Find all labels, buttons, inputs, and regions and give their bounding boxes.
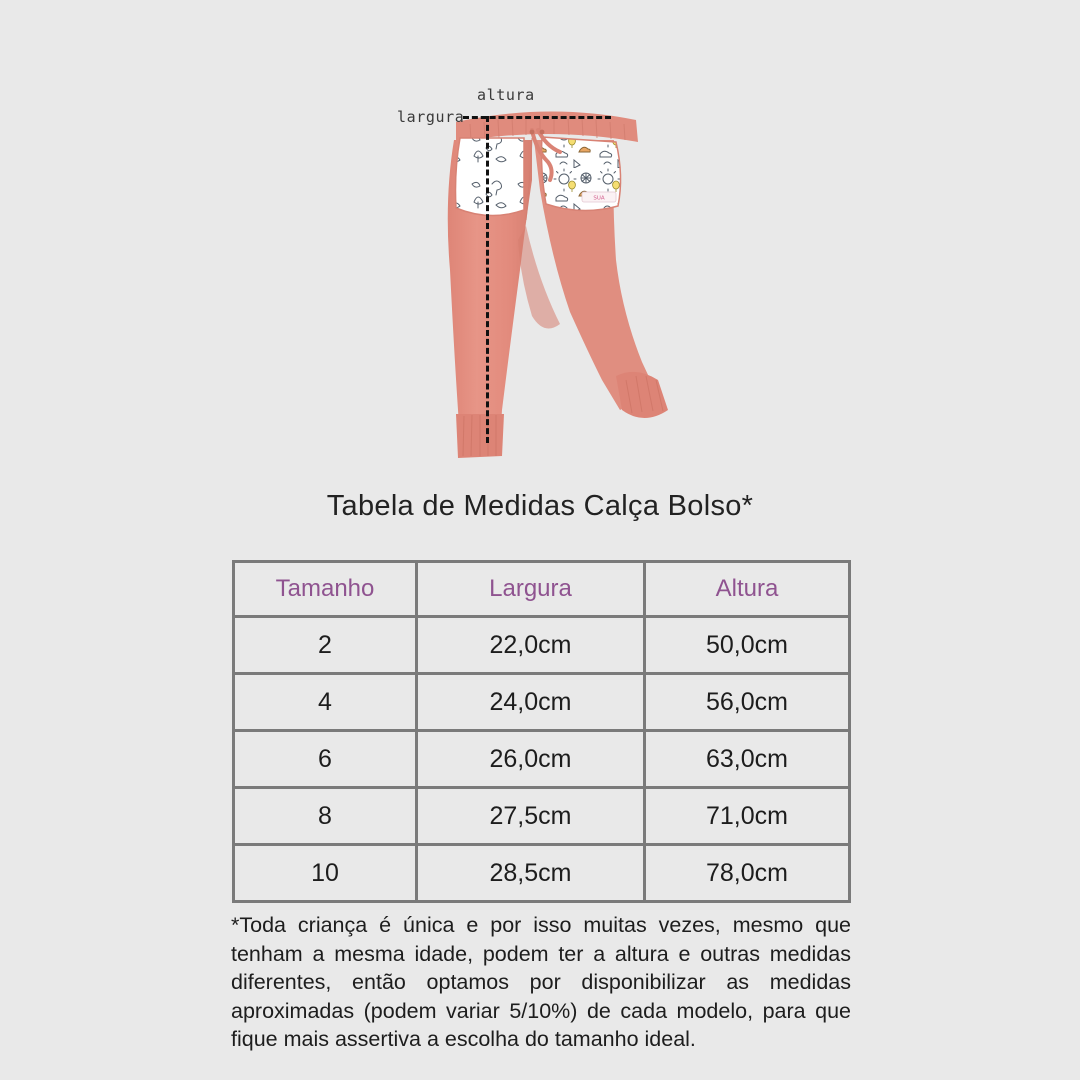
- page-title: Tabela de Medidas Calça Bolso*: [326, 490, 754, 522]
- measurements-table-body: [234, 617, 850, 902]
- column-header-largura: Largura: [417, 562, 645, 617]
- column-header-altura: Altura: [645, 562, 850, 617]
- height-guide-line: [486, 116, 489, 443]
- cell-largura: 28,5cm: [417, 845, 645, 902]
- footnote-disclaimer: *Toda criança é única e por isso muitas vezes, mesmo que tenham a mesma idade, podem ter a altura e outras medidas diferentes, então optamos por disponibilizar as medidas aproximadas (podem variar 5/10%) de cada modelo, para que fique mais assertiva a escolha do tamanho ideal.: [231, 913, 851, 1051]
- table-row: [234, 674, 850, 731]
- cell-altura: 50,0cm: [645, 617, 850, 674]
- largura-guide-label: largura: [397, 108, 465, 126]
- cell-largura: 26,0cm: [417, 731, 645, 788]
- altura-guide-label: altura: [477, 86, 535, 104]
- product-image-area: [0, 0, 1080, 470]
- cell-largura: 27,5cm: [417, 788, 645, 845]
- table-row: [234, 788, 850, 845]
- cell-altura: 56,0cm: [645, 674, 850, 731]
- cell-tamanho: 8: [234, 788, 417, 845]
- cell-altura: 63,0cm: [645, 731, 850, 788]
- column-header-tamanho: Tamanho: [234, 562, 417, 617]
- cell-largura: 24,0cm: [417, 674, 645, 731]
- cell-altura: 71,0cm: [645, 788, 850, 845]
- svg-text:SUA: SUA: [593, 195, 605, 202]
- measurements-table: [232, 560, 851, 903]
- table-row: [234, 617, 850, 674]
- cell-largura: 22,0cm: [417, 617, 645, 674]
- table-row: [234, 845, 850, 902]
- cell-altura: 78,0cm: [645, 845, 850, 902]
- cell-tamanho: 6: [234, 731, 417, 788]
- cell-tamanho: 2: [234, 617, 417, 674]
- table-header-row: [234, 562, 850, 617]
- table-row: [234, 731, 850, 788]
- cell-tamanho: 4: [234, 674, 417, 731]
- cell-tamanho: 10: [234, 845, 417, 902]
- pants-product-illustration: [420, 80, 680, 460]
